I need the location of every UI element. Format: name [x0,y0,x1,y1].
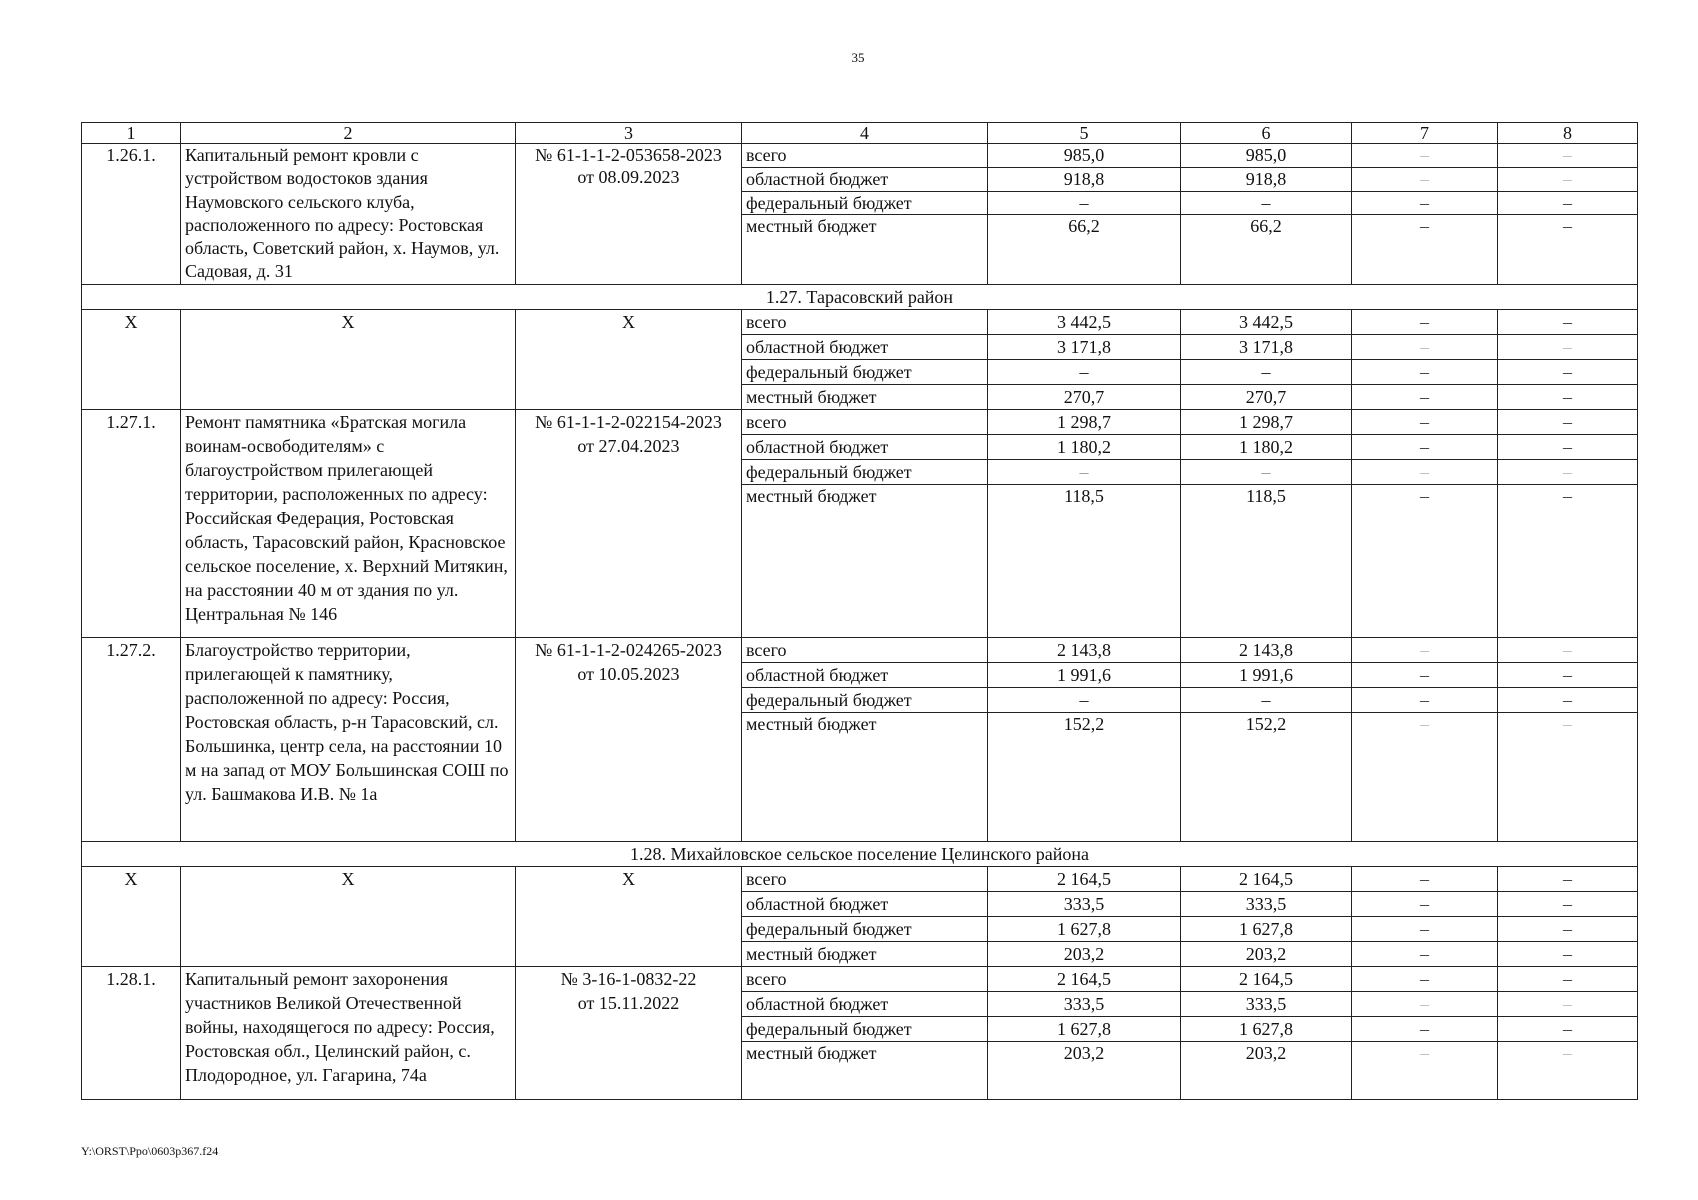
value-cell: – [1181,359,1352,384]
value-cell: 1 180,2 [1181,434,1352,459]
funding-source: федеральный бюджет [742,916,988,941]
value-cell: 2 164,5 [1181,966,1352,991]
document-ref [516,409,742,637]
x-mark: Х [82,309,181,409]
dash-cell: – [1498,191,1638,215]
table-row [82,637,1638,662]
dash-cell: – [1352,866,1498,891]
dash-cell: – [1352,687,1498,712]
table-row [82,966,1638,991]
funding-source: всего [742,866,988,891]
dash-cell: – [1498,1041,1638,1099]
page-number: 35 [851,50,865,65]
funding-source: областной бюджет [742,991,988,1016]
value-cell: 3 171,8 [1181,334,1352,359]
value-cell: – [988,459,1181,484]
dash-cell: – [1352,144,1498,168]
value-cell: 918,8 [988,167,1181,191]
funding-source: всего [742,144,988,168]
value-cell: 333,5 [1181,891,1352,916]
dash-cell: – [1352,409,1498,434]
funding-source: областной бюджет [742,167,988,191]
table-row [82,866,1638,891]
x-mark: Х [516,309,742,409]
dash-cell: – [1352,384,1498,409]
funding-source: местный бюджет [742,941,988,966]
dash-cell: – [1498,434,1638,459]
dash-cell: – [1498,687,1638,712]
dash-cell: – [1498,359,1638,384]
x-mark: Х [181,309,516,409]
section-title: 1.28. Михайловское сельское поселение Целинского района [82,841,1638,866]
column-header: 7 [1352,123,1498,144]
column-header: 5 [988,123,1181,144]
dash-cell: – [1498,916,1638,941]
dash-cell: – [1498,1016,1638,1041]
document-number: № 61-1-1-2-053658-2023 [535,145,722,165]
dash-cell: – [1498,167,1638,191]
value-cell: 1 627,8 [1181,916,1352,941]
x-mark: Х [181,866,516,966]
value-cell: 333,5 [988,891,1181,916]
dash-cell: – [1352,191,1498,215]
value-cell: 333,5 [988,991,1181,1016]
dash-cell: – [1498,662,1638,687]
value-cell: 3 442,5 [988,309,1181,334]
value-cell: 1 627,8 [988,916,1181,941]
section-row [82,284,1638,309]
x-mark: Х [82,866,181,966]
funding-source: всего [742,309,988,334]
column-header: 3 [516,123,742,144]
item-number: 1.26.1. [82,144,181,285]
value-cell: 270,7 [988,384,1181,409]
funding-source: областной бюджет [742,334,988,359]
funding-source: федеральный бюджет [742,459,988,484]
item-number: 1.27.1. [82,409,181,637]
funding-source: местный бюджет [742,712,988,841]
document-ref [516,144,742,285]
dash-cell: – [1352,215,1498,284]
dash-cell: – [1498,409,1638,434]
value-cell: 203,2 [1181,941,1352,966]
column-header: 6 [1181,123,1352,144]
dash-cell: – [1352,1041,1498,1099]
document-date: от 27.04.2023 [577,435,680,456]
value-cell: 270,7 [1181,384,1352,409]
dash-cell: – [1352,1016,1498,1041]
dash-cell: – [1498,941,1638,966]
document-date: от 10.05.2023 [577,663,680,684]
dash-cell: – [1352,167,1498,191]
x-mark: Х [516,866,742,966]
table-row [82,309,1638,334]
object-name: Благоустройство территории, прилегающей к памятнику, расположенной по адресу: Россия, Ростовская область, р-н Тарасовский, сл. Большинка, центр села, на расстоянии 10 м на запад от МОУ Большинская СОШ по ул. Башмакова И.В. № 1а [181,637,516,841]
funding-source: областной бюджет [742,891,988,916]
file-path-footer: Y:\ORST\Ppo\0603p367.f24 [81,1144,219,1158]
dash-cell: – [1498,459,1638,484]
dash-cell: – [1498,215,1638,284]
dash-cell: – [1498,966,1638,991]
value-cell: 2 164,5 [988,966,1181,991]
column-number-row [82,123,1638,144]
dash-cell: – [1498,991,1638,1016]
funding-source: всего [742,966,988,991]
value-cell: 2 164,5 [1181,866,1352,891]
value-cell: 3 442,5 [1181,309,1352,334]
dash-cell: – [1498,637,1638,662]
item-number: 1.27.2. [82,637,181,841]
value-cell: – [988,191,1181,215]
dash-cell: – [1352,637,1498,662]
object-name: Ремонт памятника «Братская могила воинам-освободителям» с благоустройством прилегающей территории, расположенных по адресу: Российская Федерация, Ростовская область, Тарасовский район, Красновское сельское поселение, х. Верхний Митякин, на расстоянии 40 м от здания по ул. Центральная № 146 [181,409,516,637]
dash-cell: – [1352,891,1498,916]
dash-cell: – [1352,484,1498,637]
column-header: 2 [181,123,516,144]
value-cell: 118,5 [988,484,1181,637]
document-number: № 3-16-1-0832-22 [560,968,697,989]
dash-cell: – [1498,484,1638,637]
document-ref [516,637,742,841]
value-cell: 3 171,8 [988,334,1181,359]
funding-source: местный бюджет [742,384,988,409]
column-header: 1 [82,123,181,144]
dash-cell: – [1352,434,1498,459]
value-cell: 2 164,5 [988,866,1181,891]
value-cell: 1 627,8 [1181,1016,1352,1041]
column-header: 8 [1498,123,1638,144]
funding-source: местный бюджет [742,215,988,284]
dash-cell: – [1352,459,1498,484]
funding-source: федеральный бюджет [742,1016,988,1041]
dash-cell: – [1352,941,1498,966]
value-cell: 1 627,8 [988,1016,1181,1041]
value-cell: 66,2 [988,215,1181,284]
funding-source: федеральный бюджет [742,687,988,712]
object-name: Капитальный ремонт захоронения участников Великой Отечественной войны, находящегося по адресу: Россия, Ростовская обл., Целинский район, с. Плодородное, ул. Гагарина, 74а [181,966,516,1099]
funding-source: всего [742,637,988,662]
table-row [82,409,1638,434]
dash-cell: – [1352,991,1498,1016]
dash-cell: – [1352,712,1498,841]
value-cell: 152,2 [1181,712,1352,841]
dash-cell: – [1352,662,1498,687]
dash-cell: – [1352,309,1498,334]
dash-cell: – [1498,866,1638,891]
document-ref [516,966,742,1099]
funding-source: областной бюджет [742,662,988,687]
dash-cell: – [1498,712,1638,841]
value-cell: 1 991,6 [1181,662,1352,687]
value-cell: 203,2 [988,941,1181,966]
dash-cell: – [1352,916,1498,941]
column-header: 4 [742,123,988,144]
dash-cell: – [1498,334,1638,359]
value-cell: – [988,687,1181,712]
value-cell: 918,8 [1181,167,1352,191]
object-name: Капитальный ремонт кровли с устройством водостоков здания Наумовского сельского клуба, расположенного по адресу: Ростовская область, Советский район, х. Наумов, ул. Садовая, д. 31 [181,144,516,285]
funding-source: местный бюджет [742,1041,988,1099]
value-cell: 1 298,7 [988,409,1181,434]
funding-source: федеральный бюджет [742,191,988,215]
funding-source: областной бюджет [742,434,988,459]
dash-cell: – [1352,359,1498,384]
value-cell: 118,5 [1181,484,1352,637]
value-cell: 203,2 [1181,1041,1352,1099]
dash-cell: – [1498,144,1638,168]
dash-cell: – [1498,309,1638,334]
dash-cell: – [1352,334,1498,359]
value-cell: – [1181,687,1352,712]
item-number: 1.28.1. [82,966,181,1099]
section-title: 1.27. Тарасовский район [82,284,1638,309]
value-cell: 985,0 [988,144,1181,168]
document-date: от 08.09.2023 [577,167,680,187]
value-cell: 203,2 [988,1041,1181,1099]
value-cell: – [1181,459,1352,484]
dash-cell: – [1498,384,1638,409]
table-row [82,144,1638,168]
section-row [82,841,1638,866]
funding-source: местный бюджет [742,484,988,637]
value-cell: 1 180,2 [988,434,1181,459]
value-cell: – [1181,191,1352,215]
value-cell: 1 298,7 [1181,409,1352,434]
value-cell: 152,2 [988,712,1181,841]
value-cell: 2 143,8 [1181,637,1352,662]
document-number: № 61-1-1-2-024265-2023 [535,639,722,660]
value-cell: 1 991,6 [988,662,1181,687]
value-cell: 66,2 [1181,215,1352,284]
document-date: от 15.11.2022 [577,992,680,1013]
value-cell: 333,5 [1181,991,1352,1016]
budget-table [81,122,1638,1100]
document-number: № 61-1-1-2-022154-2023 [535,411,722,432]
funding-source: федеральный бюджет [742,359,988,384]
dash-cell: – [1352,966,1498,991]
value-cell: 985,0 [1181,144,1352,168]
value-cell: – [988,359,1181,384]
funding-source: всего [742,409,988,434]
value-cell: 2 143,8 [988,637,1181,662]
dash-cell: – [1498,891,1638,916]
